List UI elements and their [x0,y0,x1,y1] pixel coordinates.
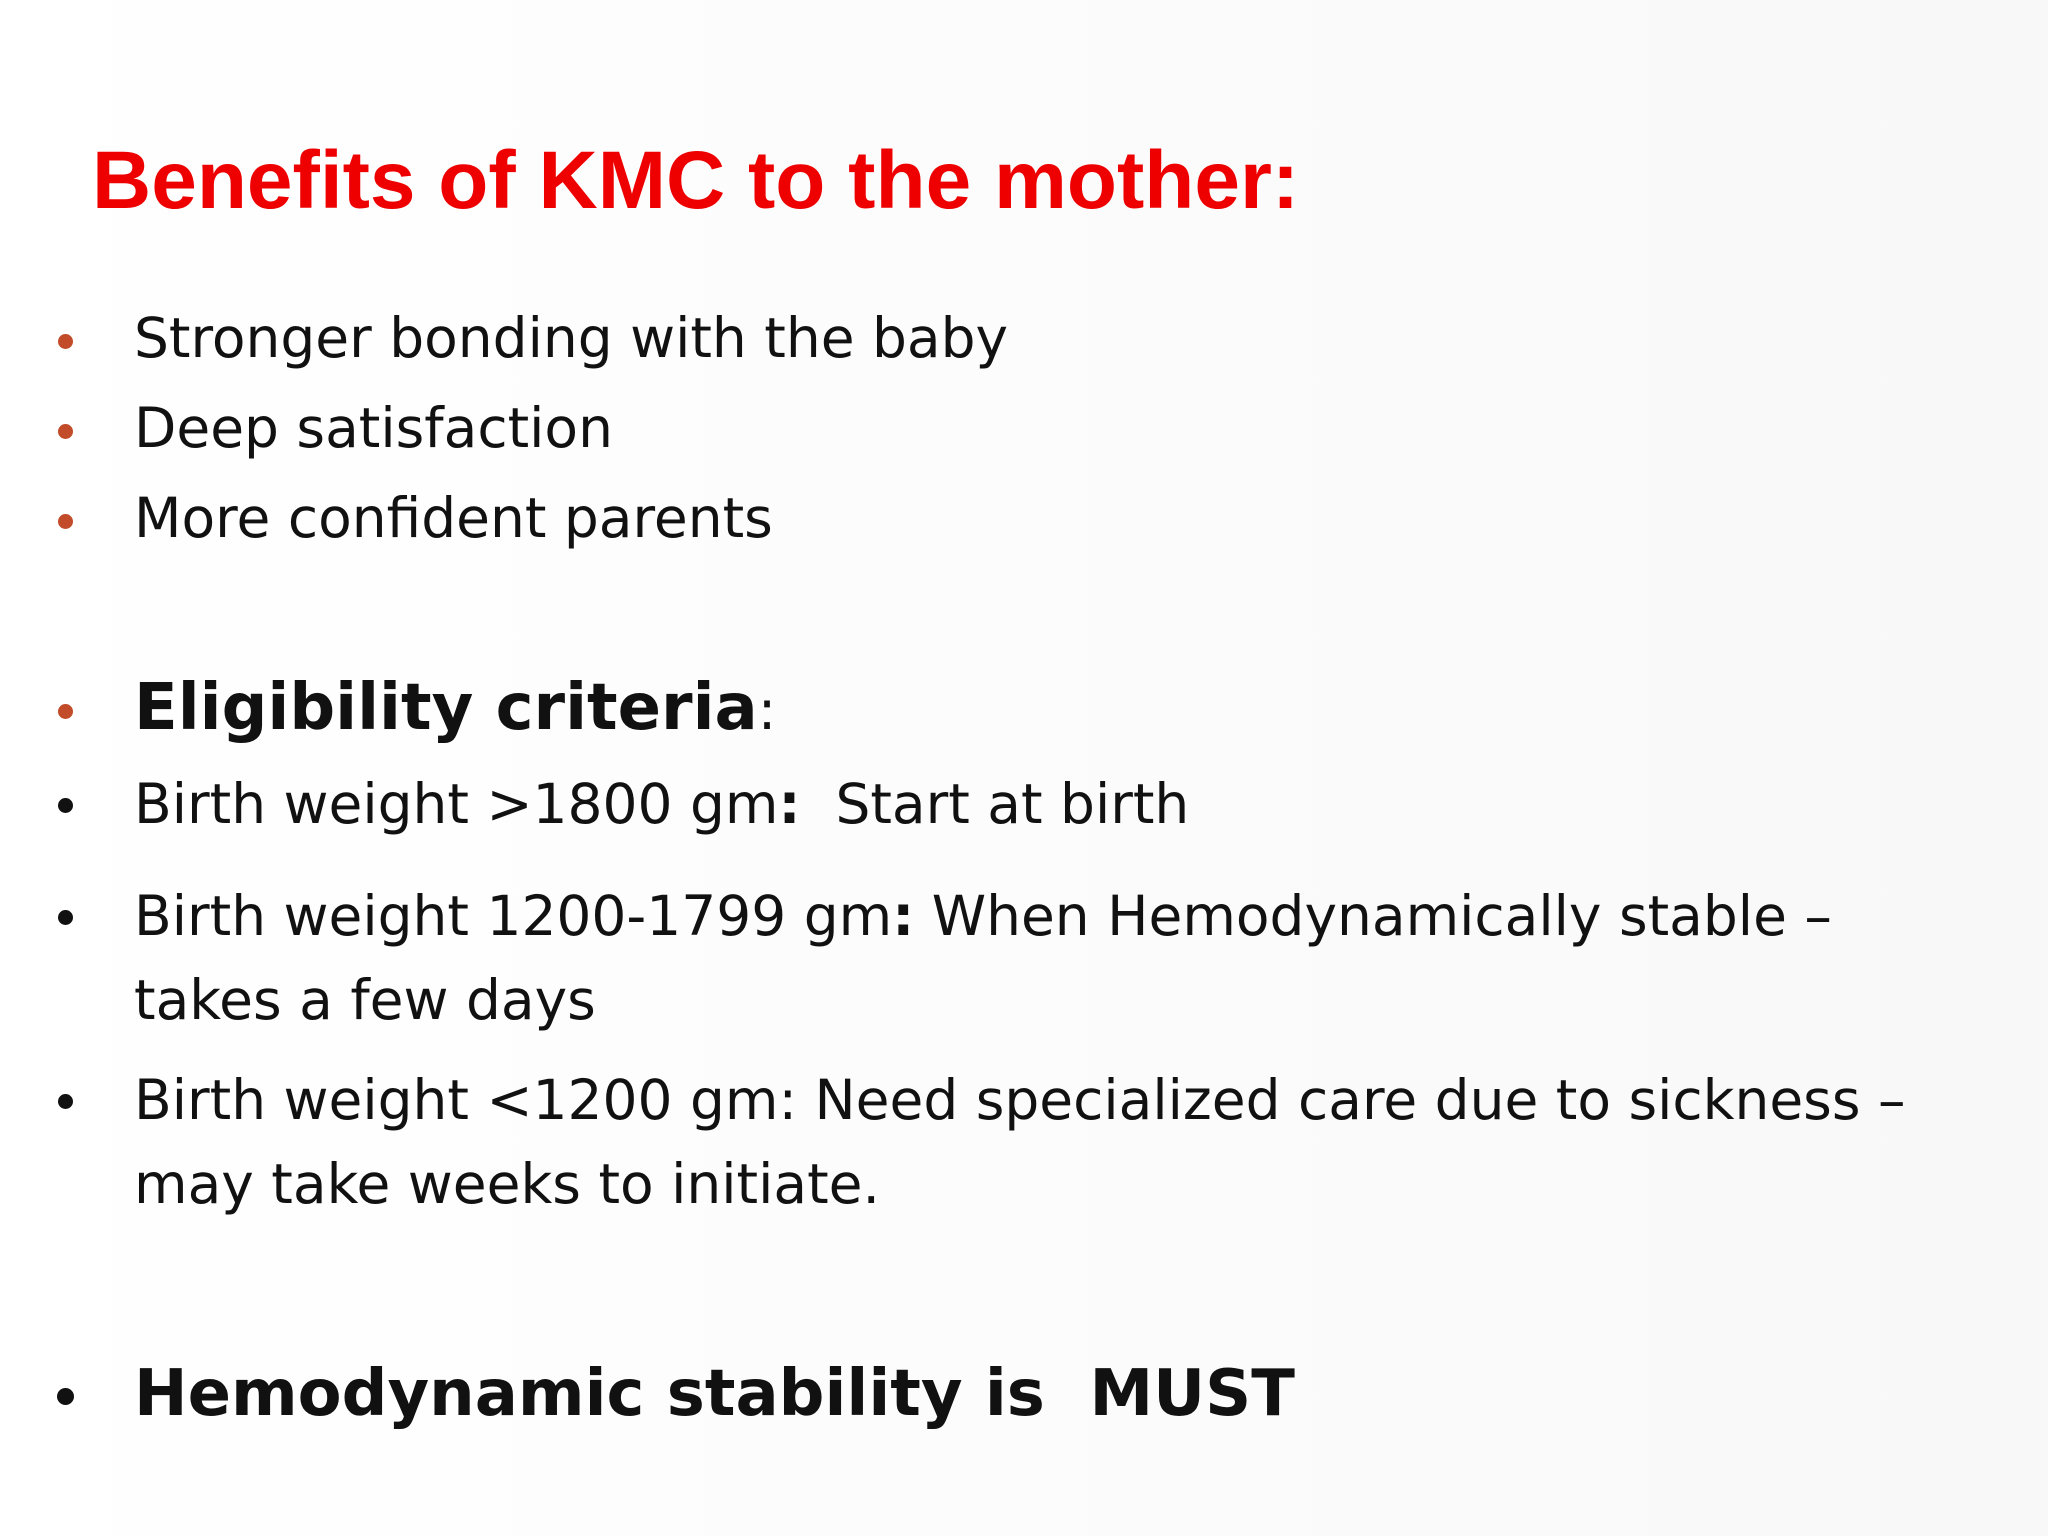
benefit-text: Deep satisfaction [134,396,613,460]
criterion-sep: : [778,772,801,836]
criterion-text [134,762,1189,846]
eligibility-heading-colon: : [757,678,777,742]
benefit-text: More confident parents [134,486,773,550]
must-statement: Hemodynamic stability is MUST [134,1357,1295,1431]
bullet-icon [58,424,73,439]
bullet-icon [58,798,73,813]
criterion-text [134,1058,1934,1226]
bullet-icon [58,910,73,925]
criterion-text [134,874,1934,1042]
criterion-sep: : [892,884,915,948]
criterion-lead: Birth weight >1800 gm [134,772,779,836]
bullet-icon [58,1094,73,1109]
criterion-lead: Birth weight <1200 gm [134,1068,779,1132]
benefit-text: Stronger bonding with the baby [134,306,1009,370]
eligibility-heading [134,660,776,758]
criterion-sep: : [778,1068,798,1132]
bullet-icon [58,704,73,719]
bullet-icon [58,514,73,529]
slide-title: Benefits of KMC to the mother: [92,135,1300,226]
eligibility-heading-text: Eligibility criteria [134,671,758,745]
bullet-icon [58,334,73,349]
criterion-lead: Birth weight 1200-1799 gm [134,884,893,948]
criterion-rest: Start at birth [800,772,1190,836]
criterion-rest: When Hemodynamically stable – takes a few days [134,884,1832,1032]
criterion-rest: Need specialized care due to sickness – may take weeks to initiate. [134,1068,1906,1216]
bullet-icon [57,1388,74,1405]
